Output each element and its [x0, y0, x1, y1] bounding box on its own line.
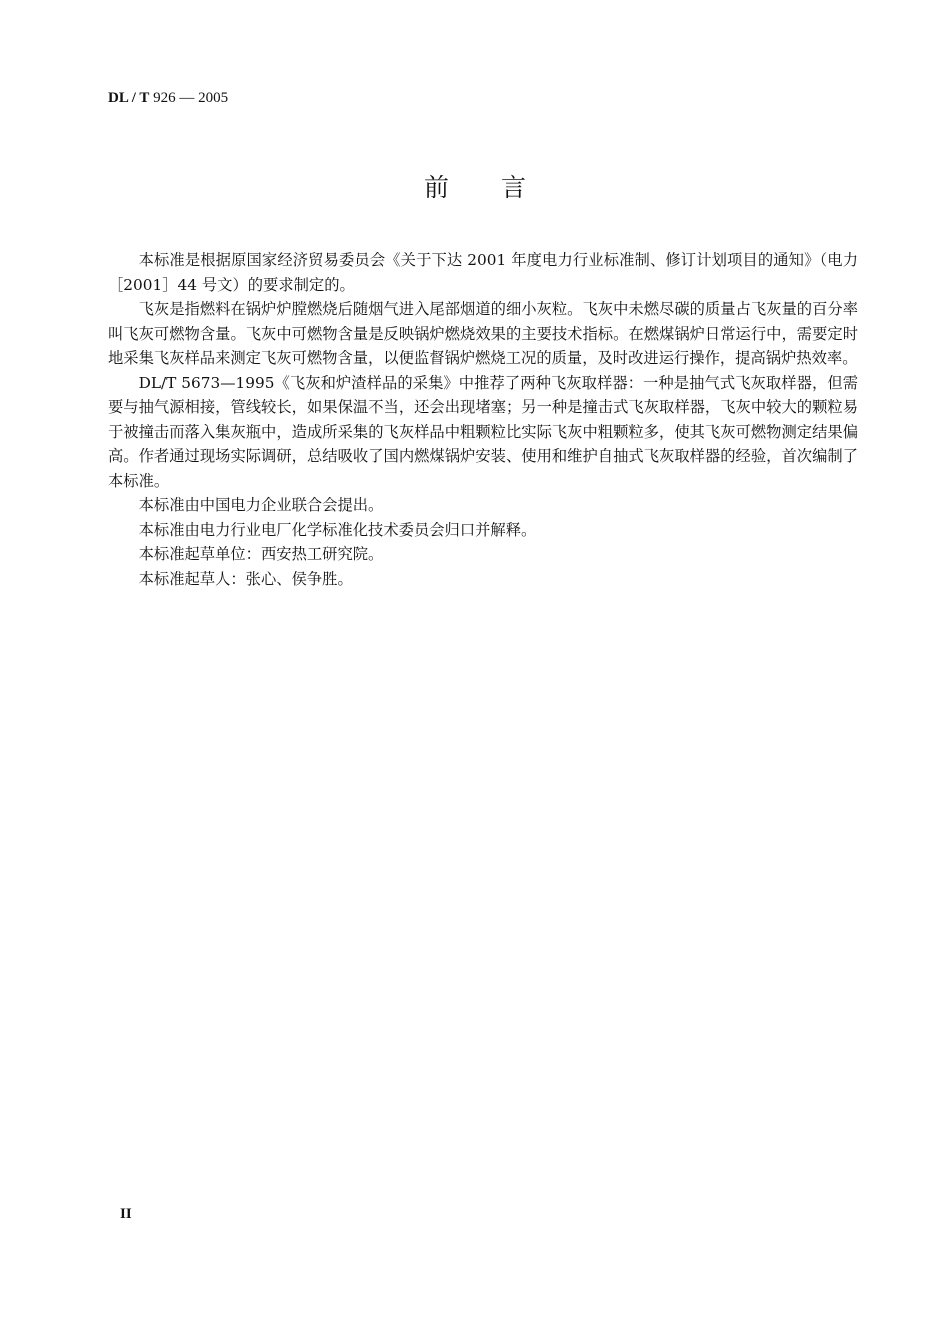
foreword-body: [108, 248, 858, 591]
paragraph-fly-ash-definition: 飞灰是指燃料在锅炉炉膛燃烧后随烟气进入尾部烟道的细小灰粒。飞灰中未燃尽碳的质量占飞灰量的百分率叫飞灰可燃物含量。飞灰中可燃物含量是反映锅炉燃烧效果的主要技术指标。在燃煤锅炉日常运行中，需要定时地采集飞灰样品来测定飞灰可燃物含量，以便监督锅炉燃烧工况的质量，及时改进运行操作，提高锅炉热效率。: [108, 300, 858, 367]
standard-code-prefix: DL / T: [108, 90, 150, 106]
page-title: 前言: [423, 173, 578, 202]
standard-code-number: 926 — 2005: [149, 90, 229, 106]
paragraph-sampler-background: DL/T 5673—1995《飞灰和炉渣样品的采集》中推荐了两种飞灰取样器：一种是抽气式飞灰取样器，但需要与抽气源相接，管线较长，如果保温不当，还会出现堵塞；另一种是撞击式飞灰取样器，飞灰中较大的颗粒易于被撞击而落入集灰瓶中，造成所采集的飞灰样品中粗颗粒比实际飞灰中粗颗粒多，使其飞灰可燃物测定结果偏高。作者通过现场实际调研，总结吸收了国内燃煤锅炉安装、使用和维护自抽式飞灰取样器的经验，首次编制了本标准。: [108, 373, 858, 490]
page-number: II: [120, 1206, 132, 1222]
paragraph-proposed-by: 本标准由中国电力企业联合会提出。: [138, 496, 384, 514]
paragraph-interpreted-by: 本标准由电力行业电厂化学标准化技术委员会归口并解释。: [138, 520, 537, 539]
paragraph-basis: 本标准是根据原国家经济贸易委员会《关于下达 2001 年度电力行业标准制、修订计划项目的通知》（电力［2001］44 号文）的要求制定的。: [108, 251, 858, 294]
paragraph-drafting-unit: 本标准起草单位：西安热工研究院。: [138, 545, 384, 563]
paragraph-drafters: 本标准起草人：张心、侯争胜。: [138, 569, 353, 588]
standard-code: [108, 90, 228, 107]
